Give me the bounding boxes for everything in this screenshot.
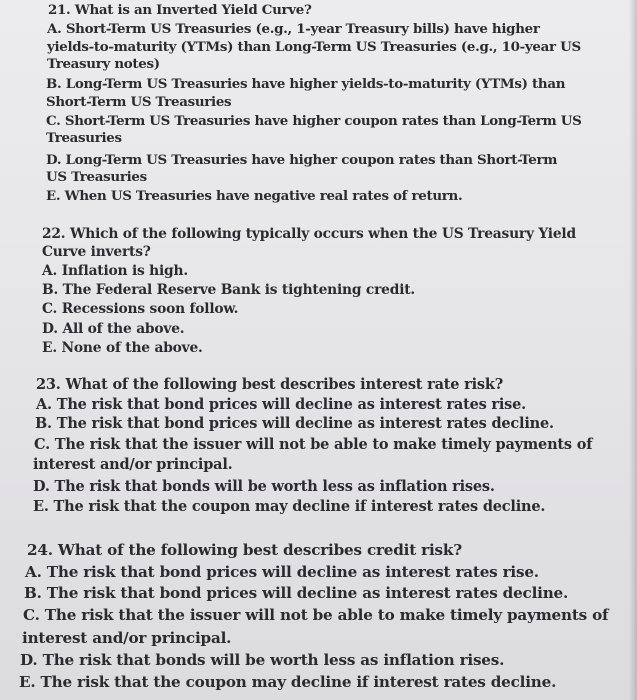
q24-option-e: E. The risk that the coupon may decline if interest rates decline. [19, 673, 557, 691]
q21-option-c-cont: Treasuries [46, 130, 122, 146]
q22-option-e: E. None of the above. [42, 340, 203, 356]
q22-stem: 22. Which of the following typically occurs when the US Treasury Yield [42, 226, 576, 242]
q23-option-a: A. The risk that bond prices will decline as interest rates rise. [36, 396, 527, 413]
q24-option-b: B. The risk that bond prices will decline as interest rates decline. [24, 584, 569, 602]
q21-option-b-cont: Short-Term US Treasuries [46, 94, 232, 110]
q22-option-c: C. Recessions soon follow. [42, 301, 239, 317]
q23-option-b: B. The risk that bond prices will decline as interest rates decline. [35, 415, 554, 432]
q21-option-e: E. When US Treasuries have negative real rates of return. [46, 188, 463, 204]
q22-option-a: A. Inflation is high. [42, 263, 188, 279]
q23-stem: 23. What of the following best describes interest rate risk? [36, 376, 503, 393]
q21-option-d: D. Long-Term US Treasuries have higher coupon rates than Short-Term [46, 152, 558, 168]
q23-option-c: C. The risk that the issuer will not be able to make timely payments of [34, 436, 593, 453]
q22-stem-cont: Curve inverts? [42, 244, 151, 260]
q21-stem: 21. What is an Inverted Yield Curve? [48, 2, 312, 18]
q22-option-b: B. The Federal Reserve Bank is tightening credit. [42, 282, 416, 298]
q23-option-c-cont: interest and/or principal. [33, 456, 233, 473]
q21-option-a: A. Short-Term US Treasuries (e.g., 1-year Treasury bills) have higher [47, 21, 540, 37]
q21-option-b: B. Long-Term US Treasuries have higher yields-to-maturity (YTMs) than [46, 76, 566, 92]
q21-option-a-cont: yields-to-maturity (YTMs) than Long-Term US Treasuries (e.g., 10-year US [47, 39, 581, 55]
q24-option-c-cont: interest and/or principal. [22, 629, 232, 647]
q22-option-d: D. All of the above. [42, 321, 185, 337]
q24-option-d: D. The risk that bonds will be worth less as inflation rises. [20, 651, 505, 669]
q24-option-c: C. The risk that the issuer will not be able to make timely payments of [23, 606, 609, 624]
q21-option-a-cont: Treasury notes) [47, 56, 160, 72]
page-edge-shadow [629, 0, 637, 700]
q24-stem: 24. What of the following best describes credit risk? [27, 541, 462, 559]
q24-option-a: A. The risk that bond prices will decline as interest rates rise. [25, 563, 539, 581]
q21-option-d-cont: US Treasuries [46, 169, 147, 185]
q21-option-c: C. Short-Term US Treasuries have higher coupon rates than Long-Term US [46, 113, 582, 129]
q23-option-d: D. The risk that bonds will be worth less as inflation rises. [33, 478, 495, 495]
q23-option-e: E. The risk that the coupon may decline if interest rates decline. [33, 498, 546, 515]
